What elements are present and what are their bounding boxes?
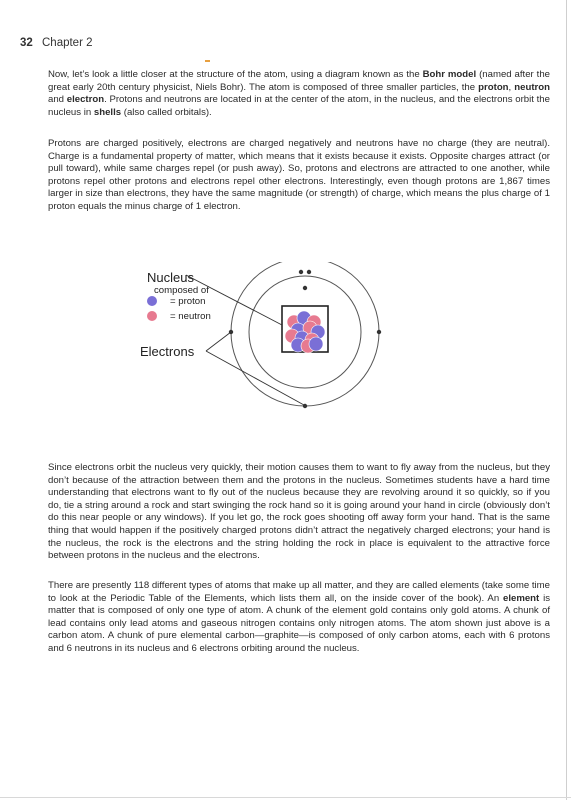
chapter-title: Chapter 2 [42,37,93,49]
running-header [20,37,93,49]
neutron-legend-icon [147,311,157,321]
text-run: There are presently 118 different types of atoms that make up all matter, and they are called elements (take some time to look at the Periodic Table of the Elements, which lists them all, on the inside cover of the book). An [48,580,550,604]
proton-sphere [309,337,323,351]
bold-term: neutron [514,81,550,93]
paragraph-bohr-model [48,69,550,119]
text-run: and [48,94,67,106]
text-run: Since electrons orbit the nucleus very quickly, their motion causes them to want to fly away from the nucleus, but they don’t because of the attraction between them and the protons in the nucleus. Sometimes students have a hard time understanding that electrons want to fly out of the nucleus because they are revolving around it so quickly, so if you do, tie a string around a rock and start swinging the rock hand so it is going around your hand in circle (obviously don’t do this near people or any windows). If you let go, the rock goes shooting off away form your hand. That is the same thing that would happen if the positively charged protons didn’t attract the negatively charged electrons; your hand is the nucleus, the rock is the electrons and the string holding the rock in place is equivalent to the attractive force between protons in the nucleus and the electrons. [48,462,550,562]
composed-of-label: composed of [154,285,209,296]
bold-term: shells [93,106,122,118]
orange-mark [205,60,210,62]
text-run: Now, let’s look a little closer at the structure of the atom, using a diagram known as the [48,69,423,80]
neutron-legend-label: = neutron [170,311,211,322]
electrons-label: Electrons [140,344,195,359]
page-edge-right [566,0,567,800]
electron-dot [307,270,311,274]
text-run: Protons are charged positively, electrons are charged negatively and neutrons have no charge (they are neutral). Charge is a fundamental property of matter, which means that it exists because it exists. Opposite charges attract (or pull toward), while same charges repel (or push away). So, protons and electrons are attracted to one another, while protons repel other protons and electrons repel other electrons. Interestingly, even though protons are 1,867 times larger in size than electrons, they have the same magnitude (or strength) of charge, which means the plus charge of 1 proton equals the minus charge of 1 electron. [48,138,550,212]
text-run: , [508,81,515,93]
bold-term: electron [66,94,105,106]
text-run: (named after the great early 20th century physicist, Niels Bohr). The atom is composed of three smaller particles, the [48,69,550,93]
bold-term: Bohr model [422,69,477,80]
electrons-pointer-line [206,351,304,405]
electron-dot [303,286,307,290]
proton-legend-icon [147,296,157,306]
electrons-pointer-line [206,332,231,351]
paragraph-charges [48,138,550,214]
electron-dot [377,330,381,334]
nucleus-label: Nucleus [147,270,194,285]
text-run: is matter that is composed of only one type of atom. A chunk of the element gold contains only gold atoms. A chunk of lead contains only lead atoms and gaseous nitrogen contains only nitrogen atoms. The atom shown just above is a carbon atom. A chunk of pure elemental carbon—graphite—is composed of only carbon atoms, each with 6 protons and 6 neutrons in its nucleus and 6 electrons orbiting around the nucleus. [48,592,550,654]
nucleus-cluster [285,311,325,353]
electron-dot [299,270,303,274]
paragraph-electron-orbit [48,462,550,563]
bold-term: element [502,592,540,604]
bold-term: proton [478,81,509,93]
proton-legend-label: = proton [170,296,206,307]
text-run: . Protons and neutrons are located in at the center of the atom, in the nucleus, and the electrons orbit the nucleus in [48,94,550,118]
page-edge-bottom [0,797,571,798]
paragraph-elements [48,580,550,656]
text-run: (also called orbitals). [121,106,212,118]
page-number: 32 [20,37,33,49]
